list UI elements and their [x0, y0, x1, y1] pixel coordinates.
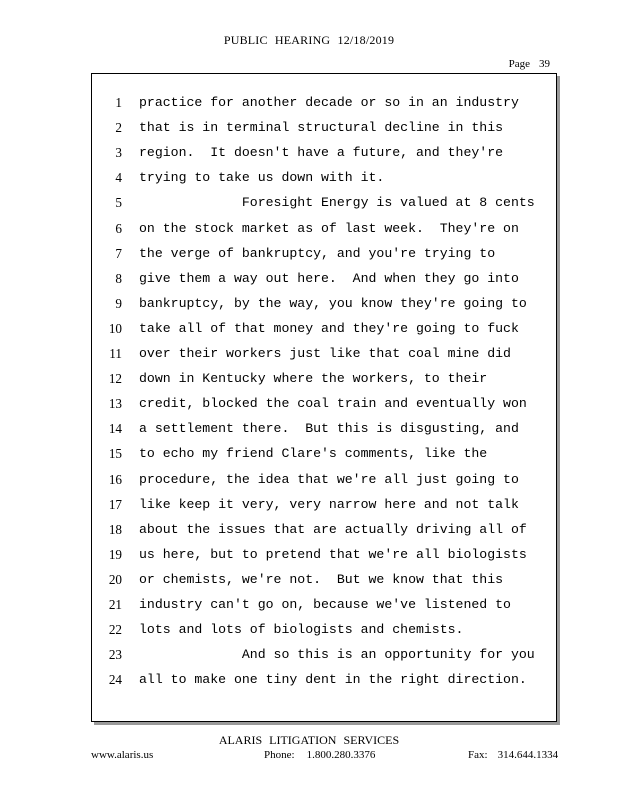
transcript-line	[92, 267, 556, 291]
footer-company-name: ALARIS LITIGATION SERVICES	[218, 733, 400, 747]
page-number: 39	[539, 58, 550, 70]
page-label: Page	[508, 58, 530, 70]
transcript-line	[92, 543, 556, 567]
fax-number: 314.644.1334	[497, 749, 559, 761]
transcript-line	[92, 217, 556, 241]
transcript-line	[92, 442, 556, 466]
line-text: industry can't go on, because we've listened to	[139, 597, 511, 612]
line-text: on the stock market as of last week. They're on	[139, 220, 519, 236]
page-indicator	[509, 58, 550, 70]
line-text: And so this is an opportunity for you	[139, 647, 535, 663]
transcript-header-title: PUBLIC HEARING 12/18/2019	[223, 33, 395, 47]
footer-fax	[468, 749, 558, 761]
line-number: 24	[108, 672, 122, 688]
line-text: bankruptcy, by the way, you know they're going to	[139, 295, 527, 311]
line-number: 7	[115, 245, 122, 261]
fax-label: Fax:	[468, 749, 488, 761]
footer-website: www.alaris.us	[91, 749, 154, 761]
line-text: credit, blocked the coal train and eventually won	[139, 396, 527, 412]
line-number: 23	[108, 647, 122, 663]
line-text: down in Kentucky where the workers, to their	[139, 371, 488, 387]
transcript-line	[92, 417, 556, 441]
line-text: a settlement there. But this is disgusting, and	[139, 421, 519, 437]
line-text: the verge of bankruptcy, and you're trying to	[139, 245, 496, 261]
line-text: that is in terminal structural decline in this	[139, 120, 504, 136]
line-text: trying to take us down with it.	[139, 170, 385, 186]
line-text: take all of that money and they're going to fuck	[139, 320, 519, 336]
transcript-line	[92, 568, 556, 592]
transcript-line	[92, 367, 556, 391]
line-number: 14	[108, 421, 122, 437]
transcript-line	[92, 292, 556, 316]
transcript-line	[92, 317, 556, 341]
line-text: give them a way out here. And when they go into	[139, 270, 519, 286]
transcript-line	[92, 643, 556, 667]
transcript-line	[92, 518, 556, 542]
line-number: 11	[109, 346, 122, 361]
line-number: 3	[115, 145, 122, 161]
transcript-line	[92, 468, 556, 492]
line-text: lots and lots of biologists and chemists.	[139, 622, 464, 638]
transcript-line	[92, 91, 556, 115]
line-number: 10	[108, 320, 122, 336]
line-number: 18	[108, 521, 122, 537]
line-number: 20	[108, 571, 122, 587]
transcript-line	[92, 593, 556, 617]
line-text: practice for another decade or so in an industry	[139, 95, 519, 110]
transcript-line	[92, 668, 556, 692]
line-number: 9	[115, 295, 122, 311]
line-text: Foresight Energy is valued at 8 cents	[139, 195, 535, 211]
line-number: 6	[115, 220, 122, 236]
line-text: like keep it very, very narrow here and not talk	[139, 496, 519, 512]
line-text: over their workers just like that coal mine did	[139, 346, 511, 361]
line-text: or chemists, we're not. But we know that this	[139, 571, 504, 587]
line-text: region. It doesn't have a future, and they're	[139, 145, 504, 161]
line-number: 16	[108, 471, 122, 487]
line-text: all to make one tiny dent in the right direction.	[139, 672, 527, 688]
transcript-line	[92, 618, 556, 642]
line-text: about the issues that are actually driving all of	[139, 521, 527, 537]
transcript-line	[92, 242, 556, 266]
transcript-line	[92, 141, 556, 165]
line-number: 15	[108, 446, 122, 462]
line-number: 8	[115, 270, 122, 286]
line-number: 1	[115, 95, 122, 110]
line-number: 22	[108, 622, 122, 638]
line-number: 21	[108, 597, 122, 612]
transcript-line	[92, 116, 556, 140]
line-number: 2	[115, 120, 122, 136]
line-text: us here, but to pretend that we're all biologists	[139, 546, 527, 562]
line-number: 13	[108, 396, 122, 412]
phone-label: Phone:	[264, 749, 295, 761]
transcript-line	[92, 166, 556, 190]
transcript-line	[92, 342, 556, 366]
line-text: to echo my friend Clare's comments, like the	[139, 446, 488, 462]
transcript-page-frame	[91, 73, 557, 722]
line-number: 19	[108, 546, 122, 562]
transcript-line	[92, 191, 556, 215]
transcript-line	[92, 493, 556, 517]
transcript-line	[92, 392, 556, 416]
line-number: 12	[108, 371, 122, 387]
footer-phone	[264, 749, 375, 761]
line-number: 5	[115, 195, 122, 211]
line-number: 4	[115, 170, 122, 186]
phone-number: 1.800.280.3376	[306, 749, 376, 761]
line-number: 17	[108, 496, 122, 512]
line-text: procedure, the idea that we're all just going to	[139, 471, 519, 487]
